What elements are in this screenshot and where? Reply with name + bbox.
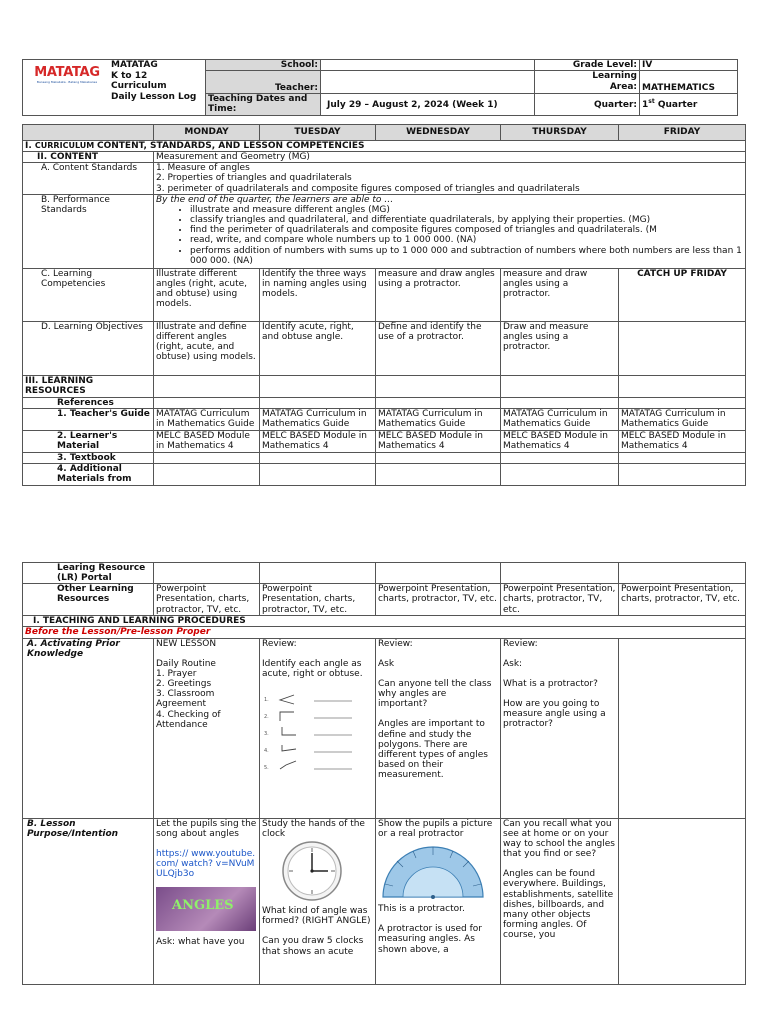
objective-tuesday: Identify acute, right, and obtuse angle. (260, 321, 376, 375)
purpose-wednesday: Show the pupils a picture or a real protractor This is a protractor. A protractor is used for measuring angles. As shown above, a (376, 818, 501, 984)
competency-friday: CATCH UP FRIDAY (619, 268, 746, 321)
objective-thursday: Draw and measure angles using a protractor. (501, 321, 619, 375)
exercise-number-3: 3. (264, 731, 269, 738)
video-thumbnail-title: ANGLES (172, 898, 234, 914)
other-resources-tuesday: Powerpoint Presentation, charts, protractor, TV, etc. (260, 584, 376, 616)
protractor-image (378, 839, 488, 901)
angle-exercise-image (262, 685, 367, 775)
header-title-line-3: Curriculum (111, 81, 167, 91)
additional-materials-label: 4. Additional Materials from (23, 464, 154, 486)
performance-standards-list: By the end of the quarter, the learners are able to … • illustrate and measure different angles (MG) • classify triangles and quadrilateral, and differentiate quadrilaterals, by applying their properties. (MG) • find the perimeter of quadrilaterals and composite figures composed of triangles and quadrilaterals. (M • read, write, and compare whole numbers up to 1 000 000. (NA) • performs addition of numbers with sums up to 1 000 000 and subtraction of numbers where both numbers are less than 1 000 000. (NA) (154, 194, 746, 268)
other-resources-wednesday: Powerpoint Presentation, charts, protractor, TV, etc. (376, 584, 501, 616)
teachers-guide-friday: MATATAG Curriculum in Mathematics Guide (619, 408, 746, 430)
clock-image (262, 839, 362, 903)
lesson-log-table-page-1 (22, 124, 746, 486)
grade-level-label: Grade Level: (535, 60, 640, 71)
learners-material-label: 2. Learner's Material (23, 430, 154, 452)
exercise-angle-4 (282, 745, 296, 751)
activating-friday (619, 638, 746, 818)
teachers-guide-thursday: MATATAG Curriculum in Mathematics Guide (501, 408, 619, 430)
purpose-friday (619, 818, 746, 984)
exercise-number-2: 2. (264, 714, 269, 721)
other-resources-thursday: Powerpoint Presentation, charts, protractor, TV, etc. (501, 584, 619, 616)
teacher-value (321, 71, 535, 94)
header-title-line-1: MATATAG (111, 60, 158, 70)
teachers-guide-wednesday: MATATAG Curriculum in Mathematics Guide (376, 408, 501, 430)
other-resources-label: Other Learning Resources (23, 584, 154, 616)
other-resources-friday: Powerpoint Presentation, charts, protractor, TV, etc. (619, 584, 746, 616)
textbook-label: 3. Textbook (23, 452, 154, 463)
header-title-line-2: K to 12 (111, 70, 148, 81)
day-header-monday: MONDAY (154, 125, 260, 141)
activating-wednesday: Review: Ask Can anyone tell the class why angles are important? Angles are important to define and study the polygons. There are different types of angles based on their measurement. (376, 638, 501, 818)
learners-material-thursday: MELC BASED Module in Mathematics 4 (501, 430, 619, 452)
teachers-guide-tuesday: MATATAG Curriculum in Mathematics Guide (260, 408, 376, 430)
header-logo-cell (23, 60, 206, 116)
header-table (22, 59, 738, 116)
dates-value: July 29 – August 2, 2024 (Week 1) (321, 94, 535, 116)
activating-thursday: Review: Ask: What is a protractor? How are you going to measure angle using a protractor? (501, 638, 619, 818)
school-label: School: (206, 60, 321, 71)
learners-material-wednesday: MELC BASED Module in Mathematics 4 (376, 430, 501, 452)
day-header-friday: FRIDAY (619, 125, 746, 141)
learning-area-value: MATHEMATICS (640, 71, 738, 94)
references-label: References (23, 397, 154, 408)
content-standards-label: A. Content Standards (23, 163, 154, 194)
content-standards-list: 1. Measure of angles 2. Properties of triangles and quadrilaterals 3. perimeter of quadrilaterals and composite figures composed of triangles and quadrilaterals (154, 163, 746, 194)
objective-monday: Illustrate and define different angles (right, acute, and obtuse) using models. (154, 321, 260, 375)
content-value: Measurement and Geometry (MG) (154, 152, 746, 163)
learning-competencies-label: C. Learning Competencies (23, 268, 154, 321)
activating-tuesday: Review: Identify each angle as acute, right or obtuse. 1. 2. 3. 4. 5. (260, 638, 376, 818)
exercise-number-1: 1. (264, 697, 269, 704)
procedures-title: I. TEACHING AND LEARNING PROCEDURES (23, 616, 746, 627)
teachers-guide-label: 1. Teacher's Guide (23, 408, 154, 430)
exercise-number-4: 4. (264, 748, 269, 755)
objective-friday (619, 321, 746, 375)
day-header-tuesday: TUESDAY (260, 125, 376, 141)
other-resources-monday: Powerpoint Presentation, charts, protractor, TV, etc. (154, 584, 260, 616)
exercise-angle-3 (282, 727, 296, 735)
purpose-monday: Let the pupils sing the song about angles https:// www.youtube.com/ watch? v=NVuMULQjb3o ANGLES Ask: what have you (154, 818, 260, 984)
school-value (321, 60, 535, 71)
competency-thursday: measure and draw angles using a protractor. (501, 268, 619, 321)
section-curriculum-title: I. CURRICULUM CONTENT, STANDARDS, AND LESSON COMPETENCIES (23, 141, 746, 152)
learners-material-monday: MELC BASED Module in Mathematics 4 (154, 430, 260, 452)
content-label: II. CONTENT (23, 152, 154, 163)
day-header-thursday: THURSDAY (501, 125, 619, 141)
logo-tagline: Bansang Makabata · Batang Makabansa (36, 79, 98, 84)
competency-tuesday: Identify the three ways in naming angles using models. (260, 268, 376, 321)
learning-resources-title: III. LEARNING RESOURCES (23, 375, 154, 397)
matatag-logo: MATATAG (34, 65, 100, 80)
lesson-purpose-label: B. Lesson Purpose/Intention (23, 818, 154, 984)
learning-objectives-label: D. Learning Objectives (23, 321, 154, 375)
day-header-wednesday: WEDNESDAY (376, 125, 501, 141)
performance-standards-label: B. Performance Standards (23, 194, 154, 268)
exercise-number-5: 5. (264, 765, 269, 772)
header-title-line-4: Daily Lesson Log (111, 91, 197, 102)
teacher-label: Teacher: (206, 71, 321, 94)
objective-wednesday: Define and identify the use of a protractor. (376, 321, 501, 375)
youtube-link[interactable]: https:// www.youtube.com/ watch? v=NVuMULQjb3o (156, 848, 256, 880)
before-lesson-heading: Before the Lesson/Pre-lesson Proper (23, 627, 746, 638)
dates-label: Teaching Dates and Time: (206, 94, 321, 116)
purpose-thursday: Can you recall what you see at home or on your way to school the angles that you find or see? Angles can be found everywhere. Buildings, establishments, satellite dishes, billboards, and many other objects forming angles. Of course, you (501, 818, 619, 984)
teachers-guide-monday: MATATAG Curriculum in Mathematics Guide (154, 408, 260, 430)
learners-material-tuesday: MELC BASED Module in Mathematics 4 (260, 430, 376, 452)
learners-material-friday: MELC BASED Module in Mathematics 4 (619, 430, 746, 452)
exercise-angle-1 (280, 695, 294, 704)
activating-monday: NEW LESSON Daily Routine 1. Prayer 2. Greetings 3. Classroom Agreement 4. Checking of Attendance (154, 638, 260, 818)
quarter-label: Quarter: (535, 94, 640, 116)
competency-wednesday: measure and draw angles using a protractor. (376, 268, 501, 321)
lesson-log-table-page-2 (22, 562, 746, 985)
exercise-angle-5 (280, 761, 296, 769)
grade-level-value: IV (640, 60, 738, 71)
activating-prior-knowledge-label: A. Activating Prior Knowledge (23, 638, 154, 818)
learning-area-label: Learning Area: (535, 71, 640, 94)
quarter-value: 1st Quarter (640, 94, 738, 116)
lr-portal-label: Learing Resource (LR) Portal (23, 563, 154, 584)
competency-monday: Illustrate different angles (right, acute, and obtuse) using models. (154, 268, 260, 321)
day-header-blank (23, 125, 154, 141)
video-thumbnail[interactable] (156, 887, 256, 931)
purpose-tuesday: Study the hands of the clock What kind of angle was formed? (RIGHT ANGLE) Can you draw 5 clocks that shows an acute (260, 818, 376, 984)
exercise-angle-2 (280, 712, 294, 721)
